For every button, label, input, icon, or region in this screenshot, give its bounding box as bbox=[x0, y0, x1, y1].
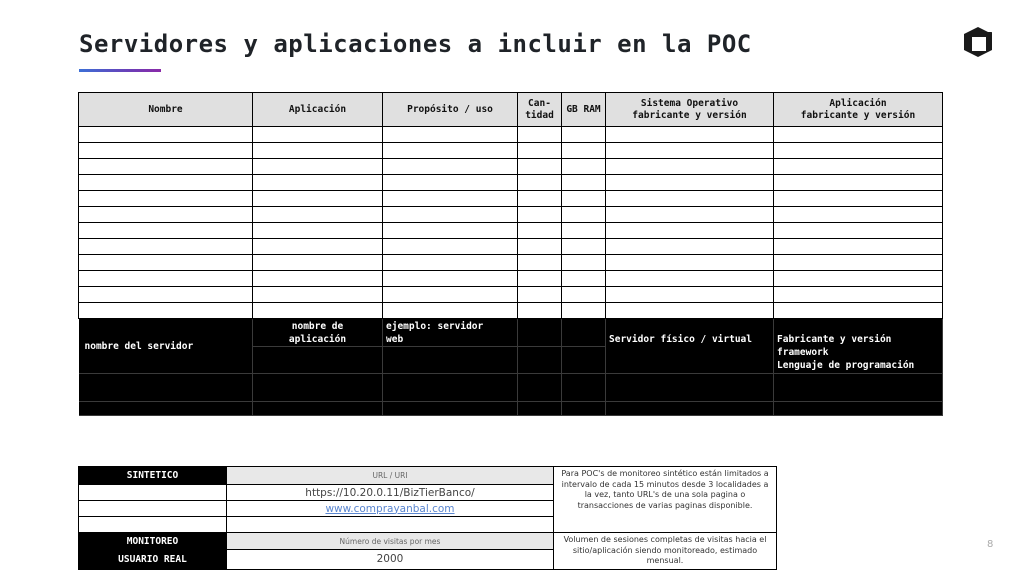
table-cell[interactable] bbox=[562, 239, 606, 255]
example-cell bbox=[383, 402, 518, 416]
table-cell[interactable] bbox=[383, 207, 518, 223]
table-row bbox=[79, 191, 943, 207]
example-app-line3: Lenguaje de programación bbox=[777, 360, 915, 371]
example-cell bbox=[606, 402, 774, 416]
example-cell bbox=[253, 347, 383, 374]
table-cell[interactable] bbox=[774, 223, 943, 239]
table-cell[interactable] bbox=[79, 143, 253, 159]
example-proposito-line2: web bbox=[386, 333, 404, 345]
table-cell[interactable] bbox=[606, 207, 774, 223]
col-so-line1: Sistema Operativo bbox=[640, 97, 739, 109]
example-cantidad bbox=[518, 319, 562, 347]
table-row bbox=[79, 303, 943, 319]
table-cell[interactable] bbox=[383, 287, 518, 303]
table-cell[interactable] bbox=[518, 287, 562, 303]
example-cell bbox=[253, 402, 383, 416]
table-cell[interactable] bbox=[383, 143, 518, 159]
table-cell[interactable] bbox=[253, 303, 383, 319]
table-cell[interactable] bbox=[562, 159, 606, 175]
table-cell[interactable] bbox=[774, 159, 943, 175]
table-row bbox=[79, 255, 943, 271]
col-so-header bbox=[606, 93, 774, 127]
table-cell[interactable] bbox=[606, 303, 774, 319]
example-app-line1: Fabricante y versión bbox=[777, 334, 892, 345]
table-cell[interactable] bbox=[518, 223, 562, 239]
table-cell[interactable] bbox=[79, 287, 253, 303]
example-app bbox=[774, 319, 943, 374]
title-underline bbox=[79, 69, 161, 72]
table-cell[interactable] bbox=[79, 159, 253, 175]
table-cell[interactable] bbox=[253, 175, 383, 191]
table-cell[interactable] bbox=[562, 255, 606, 271]
example-row bbox=[79, 374, 943, 402]
table-cell[interactable] bbox=[253, 239, 383, 255]
page-title: Servidores y aplicaciones a incluir en la POC bbox=[79, 30, 752, 58]
table-row bbox=[79, 223, 943, 239]
example-cell bbox=[383, 374, 518, 402]
example-cell bbox=[79, 374, 253, 402]
table-cell[interactable] bbox=[79, 239, 253, 255]
table-cell[interactable] bbox=[227, 517, 554, 533]
col-app-line2: fabricante y versión bbox=[800, 109, 916, 121]
table-cell[interactable] bbox=[253, 159, 383, 175]
table-cell[interactable] bbox=[383, 159, 518, 175]
table-cell[interactable] bbox=[774, 303, 943, 319]
synthetic-header-row bbox=[79, 467, 777, 485]
url-column-header: URL / URI bbox=[227, 467, 554, 485]
table-header-row bbox=[79, 93, 943, 127]
visits-value[interactable]: 2000 bbox=[227, 550, 554, 569]
col-nombre-header: Nombre bbox=[79, 93, 253, 127]
real-user-note: Volumen de sesiones completas de visitas hacia el sitio/aplicación siendo monitoreado, estimado mensual. bbox=[554, 533, 777, 570]
table-cell[interactable] bbox=[518, 159, 562, 175]
example-proposito-line1: ejemplo: servidor bbox=[386, 320, 484, 332]
example-aplicacion-line2: aplicación bbox=[288, 333, 347, 345]
table-cell[interactable] bbox=[79, 175, 253, 191]
table-cell[interactable] bbox=[79, 127, 253, 143]
table-cell[interactable] bbox=[253, 143, 383, 159]
table-cell[interactable] bbox=[383, 223, 518, 239]
table-cell[interactable] bbox=[79, 255, 253, 271]
table-cell[interactable] bbox=[518, 191, 562, 207]
example-cell bbox=[562, 374, 606, 402]
table-cell[interactable] bbox=[774, 255, 943, 271]
col-gb-ram-header: GB RAM bbox=[562, 93, 606, 127]
table-cell[interactable] bbox=[383, 255, 518, 271]
synthetic-note: Para POC's de monitoreo sintético están limitados a intervalo de cada 15 minutos desde 3 localidades a la vez, tanto URL's de una sola pagina o transacciones de varias paginas disponible. bbox=[554, 467, 777, 533]
example-cell bbox=[562, 402, 606, 416]
table-row bbox=[79, 271, 943, 287]
example-row bbox=[79, 402, 943, 416]
col-cantidad-header bbox=[518, 93, 562, 127]
col-cantidad-line1: Can- bbox=[528, 97, 551, 109]
table-cell[interactable] bbox=[606, 223, 774, 239]
table-row bbox=[79, 143, 943, 159]
example-aplicacion bbox=[253, 319, 383, 347]
table-cell[interactable] bbox=[253, 191, 383, 207]
table-cell[interactable] bbox=[774, 175, 943, 191]
table-cell[interactable] bbox=[383, 191, 518, 207]
table-cell[interactable] bbox=[562, 271, 606, 287]
example-cell bbox=[518, 347, 562, 374]
example-cell bbox=[518, 402, 562, 416]
table-cell[interactable] bbox=[253, 223, 383, 239]
table-cell[interactable] bbox=[562, 207, 606, 223]
table-cell[interactable] bbox=[774, 287, 943, 303]
table-cell[interactable] bbox=[253, 287, 383, 303]
table-cell[interactable] bbox=[606, 255, 774, 271]
table-cell[interactable] bbox=[79, 517, 227, 533]
example-cell bbox=[774, 374, 943, 402]
real-user-header-row bbox=[79, 533, 777, 550]
table-cell[interactable] bbox=[79, 501, 227, 517]
col-aplicacion-header: Aplicación bbox=[253, 93, 383, 127]
synthetic-label: SINTETICO bbox=[79, 467, 227, 485]
table-row bbox=[79, 207, 943, 223]
table-cell[interactable] bbox=[518, 127, 562, 143]
table-cell[interactable] bbox=[774, 271, 943, 287]
table-cell[interactable] bbox=[774, 143, 943, 159]
table-cell[interactable] bbox=[562, 175, 606, 191]
example-proposito bbox=[383, 319, 518, 347]
table-cell[interactable] bbox=[253, 127, 383, 143]
table-cell[interactable] bbox=[562, 287, 606, 303]
table-cell[interactable] bbox=[562, 191, 606, 207]
example-cell bbox=[253, 374, 383, 402]
table-cell[interactable] bbox=[79, 271, 253, 287]
col-so-line2: fabricante y versión bbox=[632, 109, 747, 121]
table-cell[interactable] bbox=[774, 127, 943, 143]
table-cell[interactable] bbox=[383, 271, 518, 287]
table-cell[interactable] bbox=[606, 287, 774, 303]
table-cell[interactable] bbox=[774, 207, 943, 223]
table-cell[interactable] bbox=[383, 127, 518, 143]
table-cell[interactable] bbox=[79, 485, 227, 501]
table-cell[interactable] bbox=[253, 207, 383, 223]
servers-table bbox=[78, 92, 943, 416]
table-cell[interactable] bbox=[606, 271, 774, 287]
table-row bbox=[79, 175, 943, 191]
col-app-line1: Aplicación bbox=[829, 97, 887, 109]
example-gb-ram bbox=[562, 319, 606, 347]
example-nombre: nombre del servidor bbox=[79, 319, 253, 374]
table-cell[interactable] bbox=[383, 303, 518, 319]
table-cell[interactable] bbox=[79, 191, 253, 207]
table-cell[interactable] bbox=[562, 303, 606, 319]
table-cell[interactable] bbox=[383, 175, 518, 191]
col-cantidad-line2: tidad bbox=[525, 109, 554, 121]
table-cell[interactable] bbox=[79, 223, 253, 239]
table-cell[interactable] bbox=[606, 175, 774, 191]
table-cell[interactable] bbox=[606, 239, 774, 255]
table-cell[interactable] bbox=[518, 303, 562, 319]
table-cell[interactable] bbox=[79, 207, 253, 223]
table-row bbox=[79, 159, 943, 175]
visits-column-header: Número de visitas por mes bbox=[227, 533, 554, 550]
page-number: 8 bbox=[987, 539, 994, 550]
table-cell[interactable] bbox=[518, 239, 562, 255]
table-cell[interactable] bbox=[606, 143, 774, 159]
real-user-label-line1: MONITOREO bbox=[79, 533, 227, 550]
monitoring-table bbox=[78, 466, 777, 570]
table-row bbox=[79, 127, 943, 143]
example-cell bbox=[518, 374, 562, 402]
table-cell[interactable] bbox=[518, 143, 562, 159]
url-value-1[interactable]: https://10.20.0.11/BizTierBanco/ bbox=[227, 485, 554, 501]
example-app-line2: framework bbox=[777, 347, 829, 358]
table-cell[interactable] bbox=[383, 239, 518, 255]
table-cell[interactable] bbox=[518, 175, 562, 191]
col-app-header bbox=[774, 93, 943, 127]
table-cell[interactable] bbox=[518, 271, 562, 287]
table-cell[interactable] bbox=[253, 271, 383, 287]
table-cell[interactable] bbox=[562, 143, 606, 159]
table-row bbox=[79, 239, 943, 255]
example-cell bbox=[774, 402, 943, 416]
example-cell bbox=[562, 347, 606, 374]
table-cell[interactable] bbox=[606, 159, 774, 175]
real-user-label-line2: USUARIO REAL bbox=[79, 550, 227, 569]
table-cell[interactable] bbox=[253, 255, 383, 271]
table-cell[interactable] bbox=[606, 191, 774, 207]
table-cell[interactable] bbox=[774, 191, 943, 207]
table-cell[interactable] bbox=[518, 207, 562, 223]
example-so: Servidor físico / virtual bbox=[606, 319, 774, 374]
example-cell bbox=[79, 402, 253, 416]
table-cell[interactable] bbox=[606, 127, 774, 143]
cube-logo-icon bbox=[962, 26, 994, 58]
example-cell bbox=[606, 374, 774, 402]
example-row bbox=[79, 319, 943, 347]
table-row bbox=[79, 287, 943, 303]
table-cell[interactable] bbox=[562, 223, 606, 239]
example-cell bbox=[383, 347, 518, 374]
table-cell[interactable] bbox=[518, 255, 562, 271]
table-cell[interactable] bbox=[774, 239, 943, 255]
example-aplicacion-line1: nombre de bbox=[291, 320, 344, 332]
col-proposito-header: Propósito / uso bbox=[383, 93, 518, 127]
url-link-2[interactable]: www.comprayanbal.com bbox=[227, 501, 554, 517]
table-cell[interactable] bbox=[79, 303, 253, 319]
table-cell[interactable] bbox=[562, 127, 606, 143]
